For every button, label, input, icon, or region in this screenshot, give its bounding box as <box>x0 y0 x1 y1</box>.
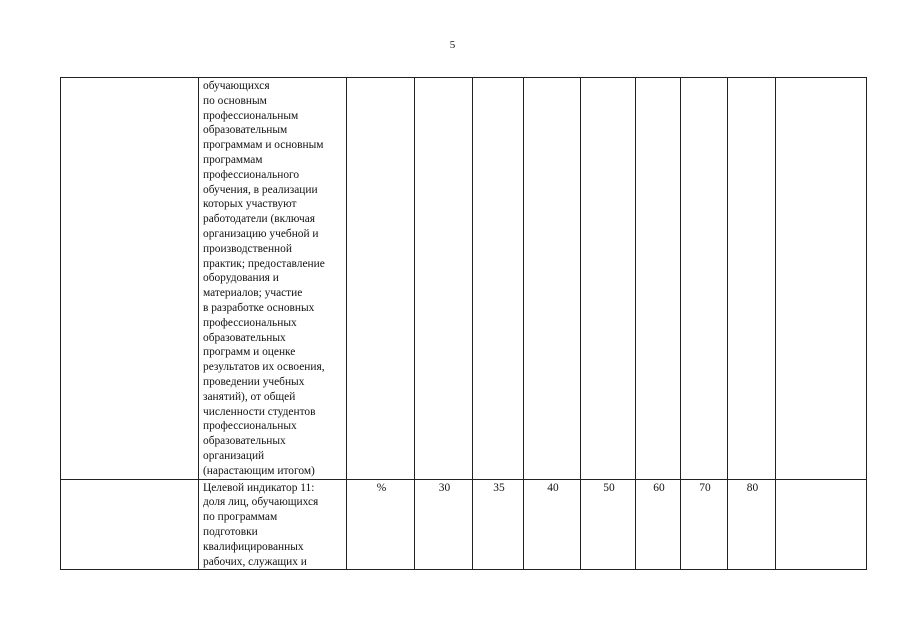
table-cell-indicator-name <box>199 78 347 480</box>
table-cell-value <box>581 78 636 480</box>
table-cell-value: 50 <box>581 479 636 570</box>
table-cell-value <box>473 78 524 480</box>
page-number: 5 <box>449 39 456 51</box>
table-cell-last <box>776 78 867 480</box>
table-cell-unit: % <box>347 479 415 570</box>
table-cell-value: 80 <box>728 479 776 570</box>
indicator-name-text: Целевой индикатор 11: доля лиц, обучающихся по программам подготовки квалифицированных рабочих, служащих и <box>203 481 319 568</box>
table-cell-unit <box>347 78 415 480</box>
table-cell-value <box>728 78 776 480</box>
table-cell-left <box>61 78 199 480</box>
table-cell-value <box>636 78 681 480</box>
table-cell-last <box>776 479 867 570</box>
table-cell-value <box>524 78 581 480</box>
table-cell-value: 40 <box>524 479 581 570</box>
table-cell-value: 60 <box>636 479 681 570</box>
table-cell-value <box>415 78 473 480</box>
table-cell-value <box>681 78 728 480</box>
table-cell-indicator-name <box>199 479 347 570</box>
indicator-table <box>60 77 867 570</box>
table-cell-value: 30 <box>415 479 473 570</box>
indicator-name-text: обучающихся по основным профессиональным образовательным программам и основным программам профессионального обучения, в реализации которых участвуют работодатели (включая организацию учебной и производственной практик; предоставление оборудования и материалов; участие в разработке основных профессиональных образовательных программ и оценке результатов их освоения, проведении учебных занятий), от общей численности студентов профессиональных образовательных организаций (нарастающим итогом) <box>203 80 325 477</box>
table-row <box>61 78 867 480</box>
table-row <box>61 479 867 570</box>
table-cell-value: 35 <box>473 479 524 570</box>
table-cell-left <box>61 479 199 570</box>
table-cell-value: 70 <box>681 479 728 570</box>
